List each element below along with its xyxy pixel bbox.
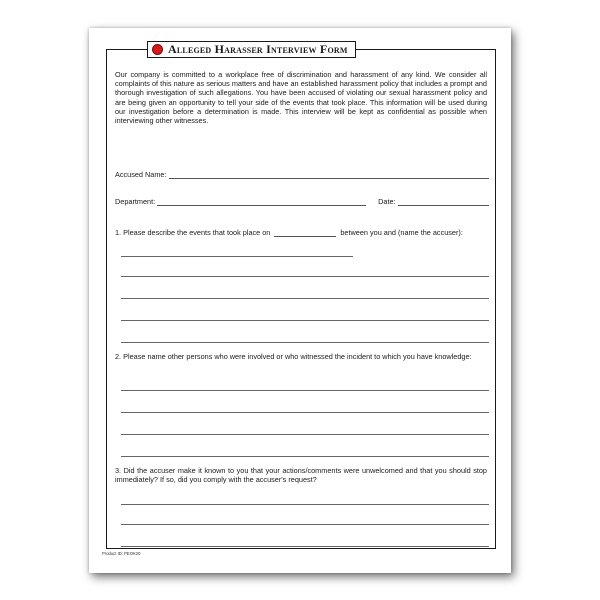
date-field[interactable] bbox=[398, 197, 489, 206]
answer-line[interactable] bbox=[121, 412, 489, 413]
date-label: Date: bbox=[378, 197, 396, 206]
answer-line[interactable] bbox=[121, 256, 353, 257]
answer-line[interactable] bbox=[121, 524, 489, 525]
form-border bbox=[106, 42, 496, 549]
question-1-text-end: between you and (name the accuser): bbox=[340, 228, 463, 237]
department-label: Department: bbox=[115, 197, 156, 206]
answer-line[interactable] bbox=[121, 342, 489, 343]
form-title: Alleged Harasser Interview Form bbox=[168, 42, 348, 56]
intro-paragraph: Our company is committed to a workplace free of discrimination and harassment of any kind. We consider all complaints of this nature as serious matters and have an established harassment policy that includes a prompt and thorough investigation of such allegations. You have been accused of violating our sexual harassment policy and are being given an opportunity to tell your side of the events that took place. This information will be used during our investigation before a determination is made. This interview will be kept as confidential as possible when interviewing other witnesses. bbox=[115, 70, 487, 126]
department-field[interactable] bbox=[157, 197, 366, 206]
question-2: 2. Please name other persons who were involved or who witnessed the incident to which you have knowledge: bbox=[115, 352, 472, 361]
answer-line[interactable] bbox=[121, 456, 489, 457]
accused-name-label: Accused Name: bbox=[115, 170, 167, 179]
question-3: 3. Did the accuser make it known to you that your actions/comments were unwelcomed and that you should stop immediately? If so, did you comply with the accuser's request? bbox=[115, 466, 487, 485]
answer-line[interactable] bbox=[121, 390, 489, 391]
answer-line[interactable] bbox=[121, 276, 489, 277]
answer-line[interactable] bbox=[121, 546, 489, 547]
question-1-text-start: 1. Please describe the events that took place on bbox=[115, 228, 271, 237]
answer-line[interactable] bbox=[121, 504, 489, 505]
accused-name-field[interactable] bbox=[169, 170, 489, 179]
red-dot-icon bbox=[152, 44, 163, 55]
form-page bbox=[89, 28, 511, 573]
answer-line[interactable] bbox=[121, 320, 489, 321]
department-date-row bbox=[115, 197, 489, 206]
answer-line[interactable] bbox=[121, 298, 489, 299]
form-title-banner bbox=[147, 41, 356, 58]
answer-line[interactable] bbox=[121, 434, 489, 435]
product-id-footer: Product ID: PEOK20 bbox=[102, 551, 141, 556]
form-content bbox=[115, 70, 487, 125]
question-1 bbox=[115, 228, 487, 237]
accused-name-row bbox=[115, 170, 489, 179]
event-date-blank[interactable] bbox=[274, 228, 336, 237]
